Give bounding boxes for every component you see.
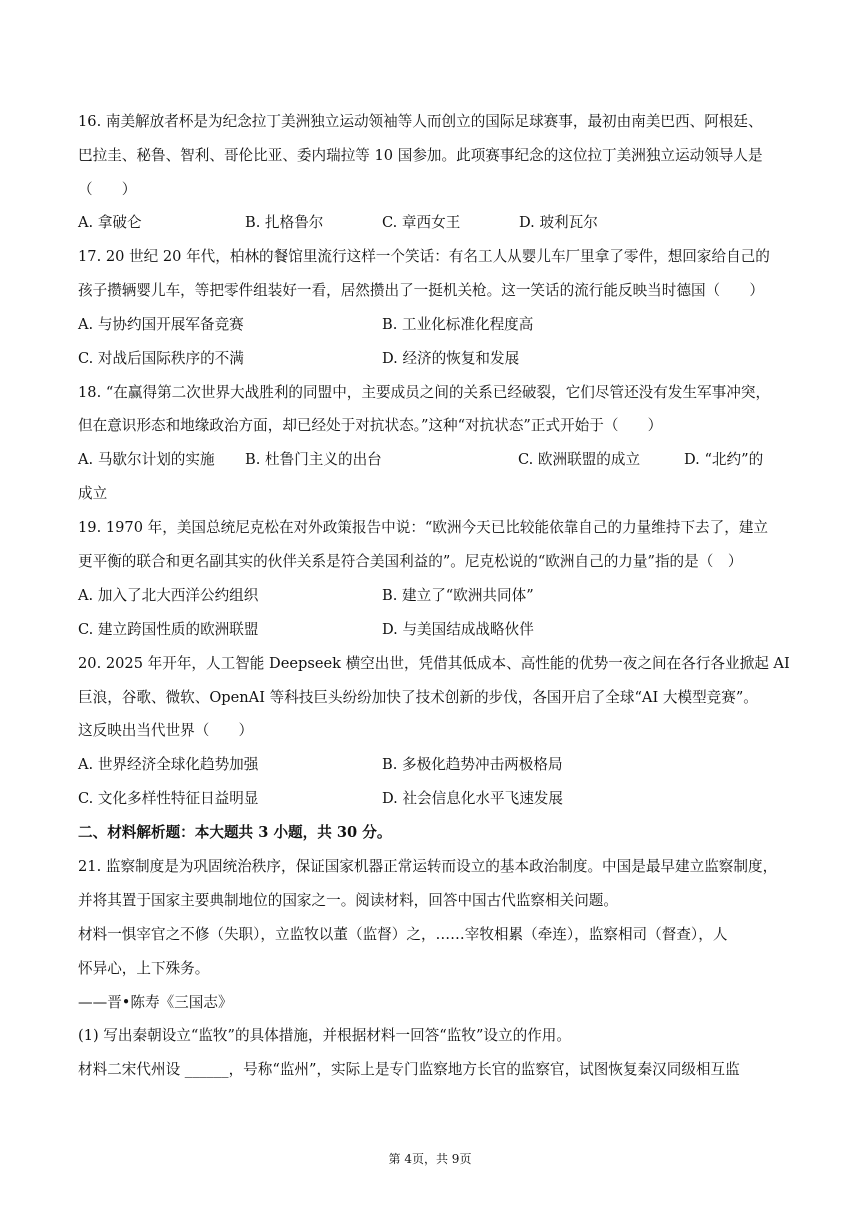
- q20-line-1: 20. 2025 年开年，人工智能 Deepseek 横空出世，凭借其低成本、高性能的优势一夜之间在各行各业掀起 AI: [78, 655, 790, 672]
- q21-line-1: 21. 监察制度是为巩固统治秩序，保证国家机器正常运转而设立的基本政治制度。中国是最早建立监察制度，: [78, 858, 778, 875]
- q21-line-2: 并将其置于国家主要典制地位的国家之一。阅读材料，回答中国古代监察相关问题。: [78, 892, 618, 909]
- q17-line-1: 17. 20 世纪 20 年代，柏林的餐馆里流行这样一个笑话：有名工人从婴儿车厂里拿了零件，想回家给自己的: [78, 248, 770, 265]
- q20-option-b: B. 多极化趋势冲击两极格局: [382, 756, 563, 773]
- q16-option-b: B. 扎格鲁尔: [245, 214, 324, 231]
- q18-option-d-wrap: 成立: [78, 485, 108, 502]
- material-1-source: ——晋•陈寿《三国志》: [78, 994, 233, 1011]
- q19-option-b: B. 建立了“欧洲共同体”: [382, 587, 534, 604]
- q20-option-c: C. 文化多样性特征日益明显: [78, 790, 259, 807]
- q16-line-1: 16. 南美解放者杯是为纪念拉丁美洲独立运动领袖等人而创立的国际足球赛事，最初由南美巴西、阿根廷、: [78, 113, 763, 130]
- q16-option-c: C. 章西女王: [382, 214, 461, 231]
- q16-option-a: A. 拿破仑: [78, 214, 142, 231]
- q20-option-d: D. 社会信息化水平飞速发展: [382, 790, 563, 807]
- q21-subquestion-1: (1) 写出秦朝设立“监牧”的具体措施，并根据材料一回答“监牧”设立的作用。: [78, 1027, 571, 1044]
- q18-line-1: 18. “在赢得第二次世界大战胜利的同盟中，主要成员之间的关系已经破裂，它们尽管还没有发生军事冲突，: [78, 384, 771, 401]
- q19-line-1: 19. 1970 年，美国总统尼克松在对外政策报告中说：“欧洲今天已比较能依靠自己的力量维持下去了，建立: [78, 519, 769, 536]
- q20-line-3: 这反映出当代世界（ ）: [78, 722, 254, 739]
- q20-line-2: 巨浪，谷歌、微软、OpenAI 等科技巨头纷纷加快了技术创新的步伐，各国开启了全球“AI 大模型竞赛”。: [78, 689, 758, 706]
- q18-option-d: D. “北约”的: [684, 451, 764, 468]
- q17-option-c: C. 对战后国际秩序的不满: [78, 350, 244, 367]
- q16-line-2: 巴拉圭、秘鲁、智利、哥伦比亚、委内瑞拉等 10 国参加。此项赛事纪念的这位拉丁美洲独立运动领导人是: [78, 147, 763, 164]
- q20-option-a: A. 世界经济全球化趋势加强: [78, 756, 259, 773]
- q19-option-d: D. 与美国结成战略伙伴: [382, 621, 534, 638]
- section-heading: 二、材料解析题：本大题共 3 小题，共 30 分。: [78, 824, 392, 841]
- q16-line-3: （ ）: [78, 181, 137, 198]
- q18-option-c: C. 欧洲联盟的成立: [518, 451, 641, 468]
- material-2-line-1: 材料二宋代州设 ______，号称“监州”，实际上是专门监察地方长官的监察官，试图恢复秦汉同级相互监: [78, 1061, 740, 1078]
- q18-line-2: 但在意识形态和地缘政治方面，却已经处于对抗状态。”这种“对抗状态”正式开始于（ ）: [78, 417, 663, 434]
- q17-option-a: A. 与协约国开展军备竞赛: [78, 316, 244, 333]
- q19-line-2: 更平衡的联合和更名副其实的伙伴关系是符合美国利益的”。尼克松说的“欧洲自己的力量”指的是（ ）: [78, 553, 743, 570]
- q17-option-b: B. 工业化标准化程度高: [382, 316, 534, 333]
- material-1-line-1: 材料一惧宰官之不修（失职），立监牧以董（监督）之，……宰牧相累（牵连），监察相司（督查），人: [78, 926, 728, 943]
- material-1-line-2: 怀异心，上下殊务。: [78, 960, 210, 977]
- q18-option-b: B. 杜鲁门主义的出台: [245, 451, 382, 468]
- q19-option-c: C. 建立跨国性质的欧洲联盟: [78, 621, 259, 638]
- q16-option-d: D. 玻利瓦尔: [519, 214, 598, 231]
- q19-option-a: A. 加入了北大西洋公约组织: [78, 587, 259, 604]
- q17-line-2: 孩子攒辆婴儿车，等把零件组装好一看，居然攒出了一挺机关枪。这一笑话的流行能反映当时德国（ ）: [78, 282, 764, 299]
- q17-option-d: D. 经济的恢复和发展: [382, 350, 520, 367]
- page-footer: 第 4页，共 9页: [388, 1152, 472, 1166]
- q18-option-a: A. 马歇尔计划的实施: [78, 451, 215, 468]
